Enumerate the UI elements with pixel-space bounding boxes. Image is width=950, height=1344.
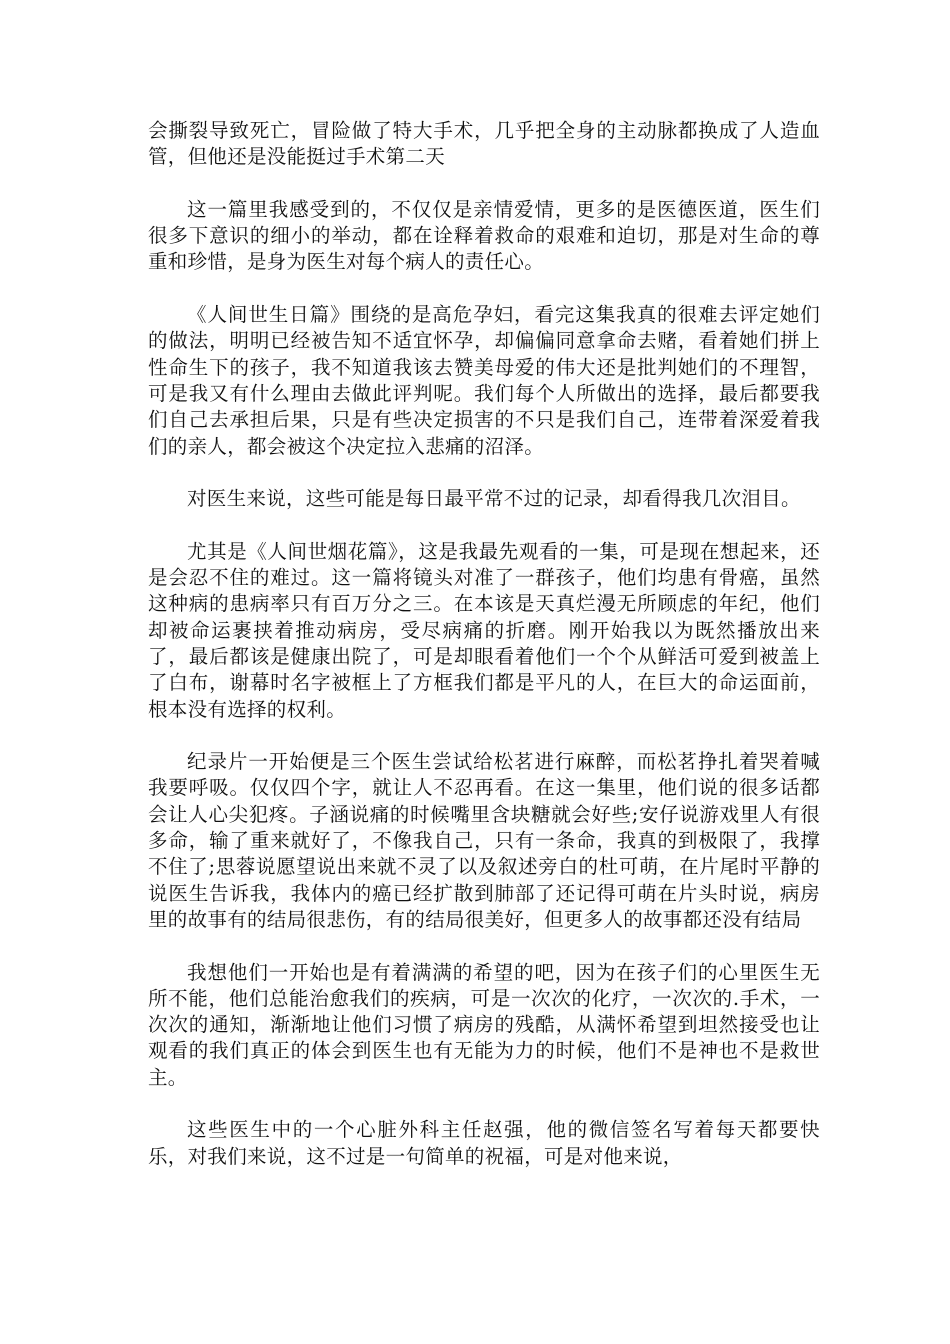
document-page [148, 118, 820, 1196]
paragraph-7: 我想他们一开始也是有着满满的希望的吧，因为在孩子们的心里医生无所不能，他们总能治愈我们的疾病，可是一次次的化疗，一次次的.手术，一次次的通知，渐渐地让他们习惯了病房的残酷，从满怀希望到坦然接受也让观看的我们真正的体会到医生也有无能为力的时候，他们不是神也不是救世主。 [148, 960, 820, 1089]
paragraph-1: 会撕裂导致死亡，冒险做了特大手术，几乎把全身的主动脉都换成了人造血管，但他还是没能挺过手术第二天 [148, 119, 820, 169]
paragraph-4: 对医生来说，这些可能是每日最平常不过的记录，却看得我几次泪目。 [187, 487, 801, 511]
paragraph-6: 纪录片一开始便是三个医生尝试给松茗进行麻醉，而松茗挣扎着哭着喊我要呼吸。仅仅四个字，就让人不忍再看。在这一集里，他们说的很多话都会让人心尖犯疼。子涵说痛的时候嘴里含块糖就会好些;安仔说游戏里人有很多命，输了重来就好了，不像我自己，只有一条命，我真的到极限了，我撑不住了;思蓉说愿望说出来就不灵了以及叙述旁白的杜可萌，在片尾时平静的说医生告诉我，我体内的癌已经扩散到肺部了还记得可萌在片头时说，病房里的故事有的结局很悲伤，有的结局很美好，但更多人的故事都还没有结局 [148, 750, 820, 931]
paragraph-2: 这一篇里我感受到的，不仅仅是亲情爱情，更多的是医德医道，医生们很多下意识的细小的举动，都在诠释着救命的艰难和迫切，那是对生命的尊重和珍惜，是身为医生对每个病人的责任心。 [148, 197, 820, 274]
paragraph-5: 尤其是《人间世烟花篇》，这是我最先观看的一集，可是现在想起来，还是会忍不住的难过。这一篇将镜头对准了一群孩子，他们均患有骨癌，虽然这种病的患病率只有百万分之三。在本该是天真烂漫无所顾虑的年纪，他们却被命运裹挟着推动病房，受尽病痛的折磨。刚开始我以为既然播放出来了，最后都该是健康出院了，可是却眼看着他们一个个从鲜活可爱到被盖上了白布，谢幕时名字被框上了方框我们都是平凡的人，在巨大的命运面前，根本没有选择的权利。 [148, 539, 820, 721]
paragraph-3: 《人间世生日篇》围绕的是高危孕妇，看完这集我真的很难去评定她们的做法，明明已经被告知不适宜怀孕，却偏偏同意拿命去赌，看着她们拼上性命生下的孩子，我不知道我该去赞美母爱的伟大还是批判她们的不理智，可是我又有什么理由去做此评判呢。我们每个人所做出的选择，最后都要我们自己去承担后果，只是有些决定损害的不只是我们自己，连带着深爱着我们的亲人，都会被这个决定拉入悲痛的沼泽。 [148, 303, 820, 458]
paragraph-8: 这些医生中的一个心脏外科主任赵强，他的微信签名写着每天都要快乐，对我们来说，这不过是一句简单的祝福，可是对他来说， [148, 1118, 820, 1168]
